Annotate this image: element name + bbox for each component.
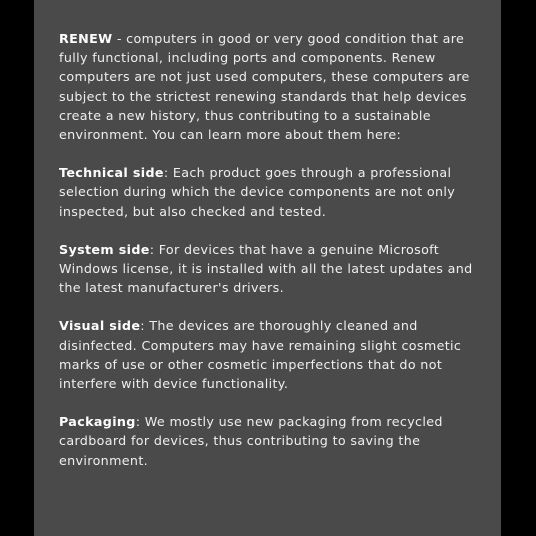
renew-text: - computers in good or very good condition that are fully functional, including ports and components. Renew computers are not just used computers, these computers are subject to the strictest renewing standards that help devices create a new history, thus contributing to a sustainable environment. You can learn more about them here: <box>59 31 470 143</box>
technical-side-heading: Technical side <box>59 165 164 181</box>
technical-side-text: : Each product goes through a professional selection during which the device components are not only inspected, but also checked and tested. <box>59 165 456 219</box>
visual-side-section <box>59 316 494 393</box>
visual-side-text: : The devices are thoroughly cleaned and disinfected. Computers may have remaining slight cosmetic marks of use or other cosmetic imperfections that do not interfere with device functionality. <box>59 318 462 392</box>
content-panel <box>34 0 501 536</box>
renew-heading: RENEW <box>59 31 113 46</box>
packaging-text: : We mostly use new packaging from recycled cardboard for devices, thus contributing to saving the environment. <box>59 414 443 468</box>
system-side-heading: System side <box>59 241 150 257</box>
technical-side-section <box>59 163 494 221</box>
system-side-section <box>59 240 494 298</box>
packaging-section <box>59 412 494 470</box>
system-side-text: : For devices that have a genuine Microsoft Windows license, it is installed with all the latest updates and the latest manufacturer's drivers. <box>59 241 473 296</box>
visual-side-heading: Visual side <box>59 318 141 334</box>
renew-section <box>59 29 494 144</box>
packaging-heading: Packaging <box>59 414 136 430</box>
